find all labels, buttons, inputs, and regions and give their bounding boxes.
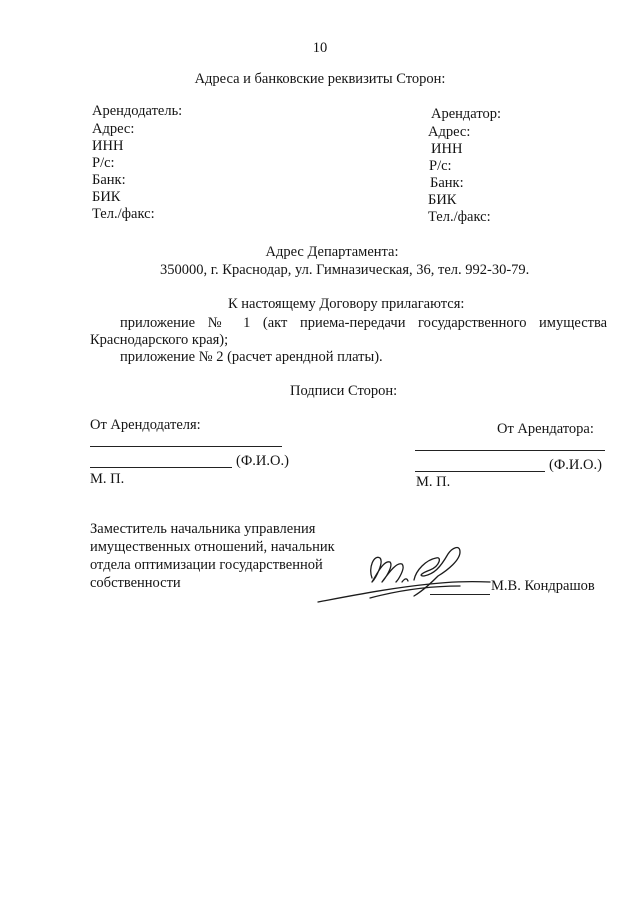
official-position-line: собственности <box>90 575 181 591</box>
tenant-address-label: Адрес: <box>428 124 471 140</box>
attachment-1-word: № <box>207 315 231 331</box>
department-heading: Адрес Департамента: <box>265 244 399 260</box>
department-address: 350000, г. Краснодар, ул. Гимназическая, 36, тел. 992-30-79. <box>160 262 530 278</box>
official-position-line: Заместитель начальника управления <box>90 521 316 537</box>
landlord-inn-label: ИНН <box>92 138 124 154</box>
official-position-line: отдела оптимизации государственной <box>90 557 323 573</box>
tenant-signature-line <box>415 450 605 451</box>
landlord-stamp-label: М. П. <box>90 471 125 487</box>
attachment-1-word: государственного <box>418 315 527 331</box>
requisites-heading: Адреса и банковские реквизиты Сторон: <box>194 71 446 87</box>
attachment-1-line-1 <box>120 315 607 332</box>
page-number: 10 <box>312 40 328 56</box>
landlord-title: Арендодатель: <box>92 103 183 119</box>
tenant-account-label: Р/с: <box>429 158 452 174</box>
landlord-account-label: Р/с: <box>92 155 115 171</box>
attachment-1-word: (акт <box>262 315 288 331</box>
tenant-stamp-label: М. П. <box>416 474 451 490</box>
tenant-phone-fax-label: Тел./факс: <box>428 209 491 225</box>
tenant-fio-label: (Ф.И.О.) <box>549 457 602 473</box>
from-landlord-label: От Арендодателя: <box>90 417 201 433</box>
tenant-name-line <box>415 471 545 472</box>
landlord-signature-line <box>90 446 282 447</box>
attachment-1-word: имущества <box>539 315 608 331</box>
from-tenant-label: От Арендатора: <box>497 421 594 437</box>
attachment-1-word: приложение <box>120 315 196 331</box>
landlord-address-label: Адрес: <box>92 121 135 137</box>
landlord-bank-label: Банк: <box>92 172 126 188</box>
handwritten-signature <box>310 538 500 610</box>
landlord-name-line <box>90 467 232 468</box>
signatures-heading: Подписи Сторон: <box>290 383 398 399</box>
tenant-inn-label: ИНН <box>431 141 463 157</box>
attachment-1-word: 1 <box>243 315 251 331</box>
landlord-fio-label: (Ф.И.О.) <box>236 453 289 469</box>
tenant-bank-label: Банк: <box>430 175 464 191</box>
attachment-1-line-2: Краснодарского края); <box>90 332 229 348</box>
tenant-bik-label: БИК <box>428 192 457 208</box>
official-position-line: имущественных отношений, начальник <box>90 539 335 555</box>
official-name: М.В. Кондрашов <box>491 578 595 594</box>
landlord-bik-label: БИК <box>92 189 121 205</box>
landlord-phone-fax-label: Тел./факс: <box>92 206 155 222</box>
attachment-2: приложение № 2 (расчет арендной платы). <box>120 349 383 365</box>
tenant-title: Арендатор: <box>431 106 502 122</box>
attachments-heading: К настоящему Договору прилагаются: <box>228 296 465 312</box>
official-signature-line <box>430 594 490 595</box>
attachment-1-word: приема-передачи <box>299 315 406 331</box>
